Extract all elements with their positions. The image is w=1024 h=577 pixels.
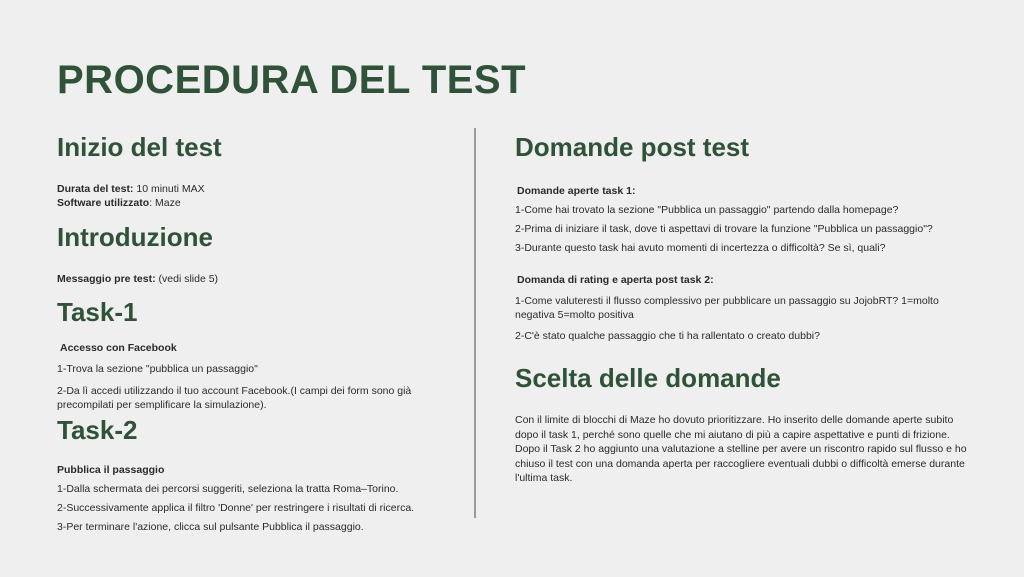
- task1-subheading: Accesso con Facebook: [60, 342, 177, 354]
- software-label: Software utilizzato: [57, 197, 150, 209]
- aperte-heading: Domande aperte task 1:: [517, 185, 636, 197]
- page-title: PROCEDURA DEL TEST: [57, 58, 527, 102]
- rating-heading: Domanda di rating e aperta post task 2:: [517, 274, 714, 286]
- question-item: 2-Prima di iniziare il task, dove ti aspettavi di trovare la funzione "Pubblica un passaggio"?: [515, 223, 933, 235]
- durata-value: 10 minuti MAX: [133, 183, 205, 195]
- question-item: 1-Come hai trovato la sezione "Pubblica un passaggio" partendo dalla homepage?: [515, 204, 899, 216]
- task1-step: 2-Da lì accedi utilizzando il tuo account Facebook.(I campi dei form sono già precompilati per semplificare la simulazione).: [57, 385, 412, 411]
- question-item: 1-Come valuteresti il flusso complessivo per pubblicare un passaggio su JojobRT? 1=molto negativa 5=molto positiva: [515, 295, 939, 321]
- section-heading-domande: Domande post test: [515, 132, 750, 162]
- durata-line: [57, 182, 457, 196]
- left-column: [57, 128, 457, 534]
- question-item: 3-Durante questo task hai avuto momenti di incertezza o difficoltà? Se sì, quali?: [515, 242, 886, 254]
- section-heading-task2: Task-2: [57, 415, 138, 445]
- task2-subheading: Pubblica il passaggio: [57, 464, 165, 476]
- software-value: : Maze: [149, 197, 181, 209]
- messaggio-line: [57, 272, 457, 286]
- task2-step: 3-Per terminare l'azione, clicca sul pulsante Pubblica il passaggio.: [57, 521, 364, 533]
- task2-step: 1-Dalla schermata dei percorsi suggeriti, seleziona la tratta Roma–Torino.: [57, 483, 399, 495]
- right-column: [515, 128, 970, 486]
- column-divider: [474, 128, 476, 518]
- messaggio-label: Messaggio pre test:: [57, 273, 156, 285]
- task2-step: 2-Successivamente applica il filtro 'Donne' per restringere i risultati di ricerca.: [57, 502, 415, 514]
- scelta-paragraph: Con il limite di blocchi di Maze ho dovuto prioritizzare. Ho inserito delle domande aperte subito dopo il task 1, perché sono quelle che mi aiutano di più a capire aspettative e punti di frizione. Dopo il Task 2 ho aggiunto una valutazione a stelline per avere un riscontro rapido sul flusso e ho chiuso il test con una domanda aperta per raccogliere eventuali dubbi o difficoltà emerse durante l'ultima task.: [515, 414, 967, 484]
- section-heading-scelta: Scelta delle domande: [515, 363, 781, 393]
- section-heading-inizio: Inizio del test: [57, 132, 222, 162]
- section-heading-task1: Task-1: [57, 297, 138, 327]
- durata-label: Durata del test:: [57, 183, 134, 195]
- software-line: [57, 196, 457, 210]
- question-item: 2-C'è stato qualche passaggio che ti ha rallentato o creato dubbi?: [515, 330, 820, 342]
- task1-step: 1-Trova la sezione "pubblica un passaggio": [57, 363, 258, 375]
- messaggio-value: (vedi slide 5): [155, 273, 219, 285]
- section-heading-introduzione: Introduzione: [57, 222, 213, 252]
